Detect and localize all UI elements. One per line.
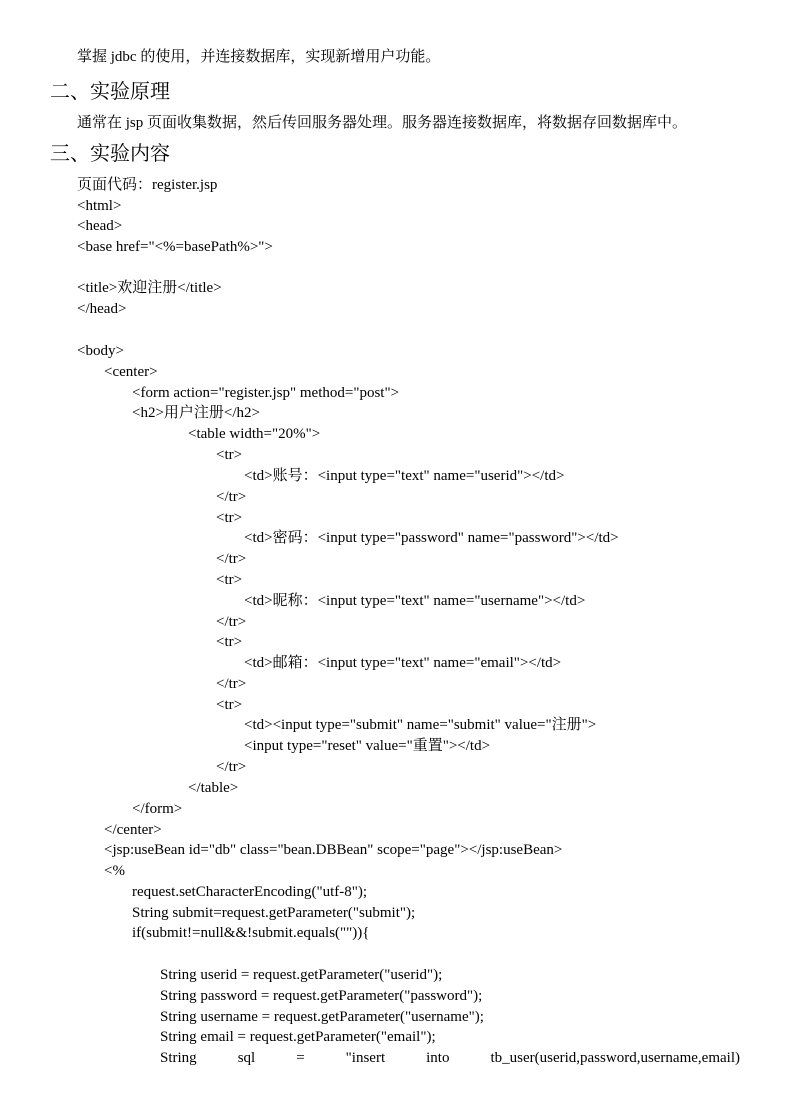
code-token: into xyxy=(426,1050,450,1066)
code-line: </tr> xyxy=(216,489,247,505)
code-line: 页面代码：register.jsp xyxy=(77,177,218,193)
code-line: request.setCharacterEncoding("utf-8"); xyxy=(132,884,368,900)
code-line: <input type="reset" value="重置"></td> xyxy=(244,738,491,754)
code-line: <tr> xyxy=(216,447,243,463)
code-line: String password = request.getParameter("password"); xyxy=(160,988,483,1004)
code-line: <td>邮箱：<input type="text" name="email"></td> xyxy=(244,655,562,671)
code-line: <base href="<%=basePath%>"> xyxy=(77,239,273,255)
code-line: <table width="20%"> xyxy=(188,426,321,442)
code-line: </form> xyxy=(132,801,183,817)
code-line: </head> xyxy=(77,301,127,317)
code-line: <form action="register.jsp" method="post"> xyxy=(132,385,400,401)
code-token: String xyxy=(160,1050,197,1066)
code-line: <center> xyxy=(104,364,158,380)
code-line: <tr> xyxy=(216,572,243,588)
code-line-justified xyxy=(160,1049,740,1067)
code-line: </table> xyxy=(188,780,239,796)
code-token: sql xyxy=(237,1050,256,1066)
code-line: </tr> xyxy=(216,551,247,567)
code-line: </tr> xyxy=(216,614,247,630)
code-token: = xyxy=(296,1050,305,1066)
intro-text: 掌握 jdbc 的使用，并连接数据库，实现新增用户功能。 xyxy=(77,49,441,65)
section-2-heading: 二、实验原理 xyxy=(50,81,170,103)
code-line: <tr> xyxy=(216,697,243,713)
code-line: String userid = request.getParameter("userid"); xyxy=(160,967,443,983)
code-line: String email = request.getParameter("email"); xyxy=(160,1029,436,1045)
code-line: <td><input type="submit" name="submit" value="注册"> xyxy=(244,717,597,733)
code-line: <title>欢迎注册</title> xyxy=(77,280,222,296)
code-line: <head> xyxy=(77,218,123,234)
code-line: String submit=request.getParameter("submit"); xyxy=(132,905,416,921)
code-line: </tr> xyxy=(216,759,247,775)
code-line: <tr> xyxy=(216,634,243,650)
code-line: <body> xyxy=(77,343,124,359)
code-line: <% xyxy=(104,863,125,879)
code-line: if(submit!=null&&!submit.equals("")){ xyxy=(132,925,370,941)
code-line: <jsp:useBean id="db" class="bean.DBBean" scope="page"></jsp:useBean> xyxy=(104,842,563,858)
code-line: <h2>用户注册</h2> xyxy=(132,405,261,421)
code-line: <html> xyxy=(77,198,122,214)
code-token: tb_user(userid,password,username,email) xyxy=(490,1050,740,1066)
code-line: </tr> xyxy=(216,676,247,692)
section-3-heading: 三、实验内容 xyxy=(50,143,170,165)
code-line: <td>密码：<input type="password" name="password"></td> xyxy=(244,530,619,546)
code-line: <td>昵称：<input type="text" name="username"></td> xyxy=(244,593,586,609)
code-line: String username = request.getParameter("username"); xyxy=(160,1009,484,1025)
code-line: <tr> xyxy=(216,510,243,526)
code-line: </center> xyxy=(104,822,162,838)
section-2-body: 通常在 jsp 页面收集数据，然后传回服务器处理。服务器连接数据库，将数据存回数据库中。 xyxy=(77,115,688,131)
code-line: <td>账号：<input type="text" name="userid"></td> xyxy=(244,468,565,484)
code-token: "insert xyxy=(345,1050,386,1066)
